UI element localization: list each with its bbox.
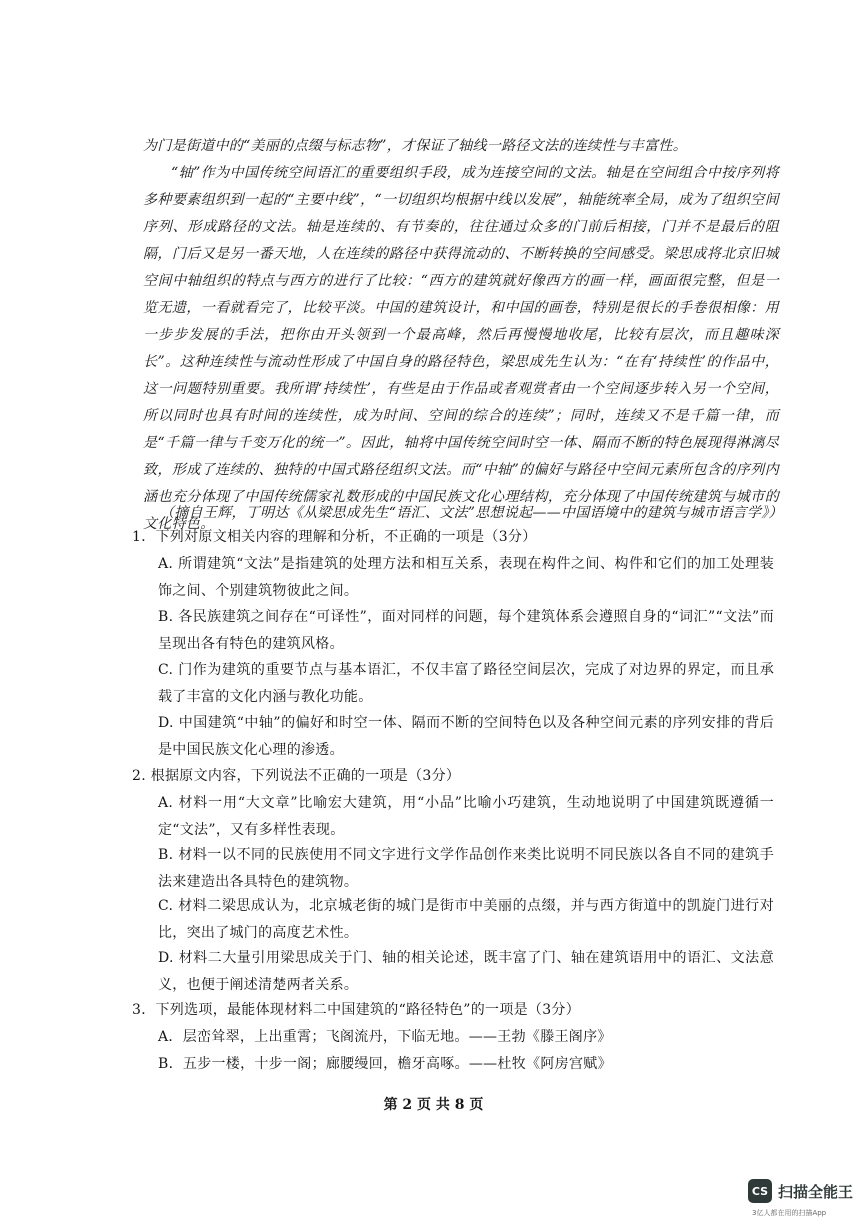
passage-paragraph-2: “轴”作为中国传统空间语汇的重要组织手段，成为连接空间的文法。轴是在空间组合中按序列将多种要素组织到一起的“主要中线”，“一切组织均根据中线以发展”，轴能统率全局，成为了组织空间序列、形成路径的文法。轴是连续的、有节奏的，往往通过众多的门前后相接，门并不是最后的阻隔，门后又是另一番天地，人在连续的路径中获得流动的、不断转换的空间感受。梁思成将北京旧城空间中轴组织的特点与西方的进行了比较：“西方的建筑就好像西方的画一样，画面很完整，但是一览无遗，一看就看完了，比较平淡。中国的建筑设计，和中国的画卷，特别是很长的手卷很相像：用一步步发展的手法，把你由开头领到一个最高峰，然后再慢慢地收尾，比较有层次，而且趣味深长”。这种连续性与流动性形成了中国自身的路径特色，梁思成先生认为：“在有‘持续性’的作品中，这一问题特别重要。我所谓‘持续性’，有些是由于作品或者观赏者由一个空间逐步转入另一个空间，所以同时也具有时间的连续性，成为时间、空间的综合的连续”；同时，连续又不是千篇一律，而是“千篇一律与千变万化的统一”。因此，轴将中国传统空间时空一体、隔而不断的特色展现得淋漓尽致，形成了连续的、独特的中国式路径组织文法。而“中轴”的偏好与路径中空间元素所包含的序列内涵也充分体现了中国传统儒家礼数形成的中国民族文化心理结构，充分体现了中国传统建筑与城市的文化特色。 [143, 165, 779, 532]
passage-paragraph-1: 为门是街道中的“美丽的点缀与标志物”，才保证了轴线一路径文法的连续性与丰富性。 [143, 138, 688, 154]
page-number: 第 2 页 共 8 页 [383, 1097, 484, 1113]
question-3-stem: 3．下列选项，最能体现材料二中国建筑的“路径特色”的一项是（3分） [132, 1002, 581, 1018]
question-1-option-a: A. 所谓建筑“文法”是指建筑的处理方法和相互关系，表现在构件之间、构件和它们的加工处理装饰之间、个别建筑物彼此之间。 [158, 556, 774, 599]
scanner-app-name: 扫描全能王 [778, 1182, 854, 1201]
question-2-option-a: A. 材料一用“大文章”比喻宏大建筑，用“小品”比喻小巧建筑，生动地说明了中国建筑既遵循一定“文法”，又有多样性表现。 [158, 795, 774, 838]
passage-source: （摘自王辉，丁明达《从梁思成先生“语汇、文法”思想说起——中国语境中的建筑与城市语言学》） [160, 505, 783, 521]
question-3-option-b: B．五步一楼，十步一阁；廊腰缦回，檐牙高啄。——杜牧《阿房宫赋》 [158, 1056, 612, 1072]
camscanner-logo-icon: CS [748, 1179, 772, 1203]
question-2-option-c: C. 材料二梁思成认为，北京城老街的城门是街市中美丽的点缀，并与西方街道中的凯旋门进行对比，突出了城门的高度艺术性。 [158, 898, 774, 941]
question-2-stem: 2. 根据原文内容，下列说法不正确的一项是（3分） [132, 768, 461, 784]
question-2-option-b: B. 材料一以不同的民族使用不同文字进行文学作品创作来类比说明不同民族以各自不同的建筑手法来建造出各具特色的建筑物。 [158, 847, 774, 890]
question-1-option-c: C. 门作为建筑的重要节点与基本语汇，不仅丰富了路径空间层次，完成了对边界的界定，而且承载了丰富的文化内涵与教化功能。 [158, 662, 774, 705]
scanner-watermark [748, 1178, 853, 1204]
question-3-option-a: A．层峦耸翠，上出重霄；飞阁流丹，下临无地。——王勃《滕王阁序》 [158, 1029, 612, 1045]
question-1-option-d: D. 中国建筑“中轴”的偏好和时空一体、隔而不断的空间特色以及各种空间元素的序列安排的背后是中国民族文化心理的渗透。 [158, 715, 774, 758]
scanner-tagline: 3亿人都在用的扫描App [752, 1209, 827, 1217]
question-1-option-b: B. 各民族建筑之间存在“可译性”，面对同样的问题，每个建筑体系会遵照自身的“词汇”“文法”而呈现出各有特色的建筑风格。 [158, 609, 774, 652]
question-1-stem: 1．下列对原文相关内容的理解和分析，不正确的一项是（3分） [132, 529, 537, 545]
question-2-option-d: D. 材料二大量引用梁思成关于门、轴的相关论述，既丰富了门、轴在建筑语用中的语汇、文法意义，也便于阐述清楚两者关系。 [158, 950, 774, 993]
